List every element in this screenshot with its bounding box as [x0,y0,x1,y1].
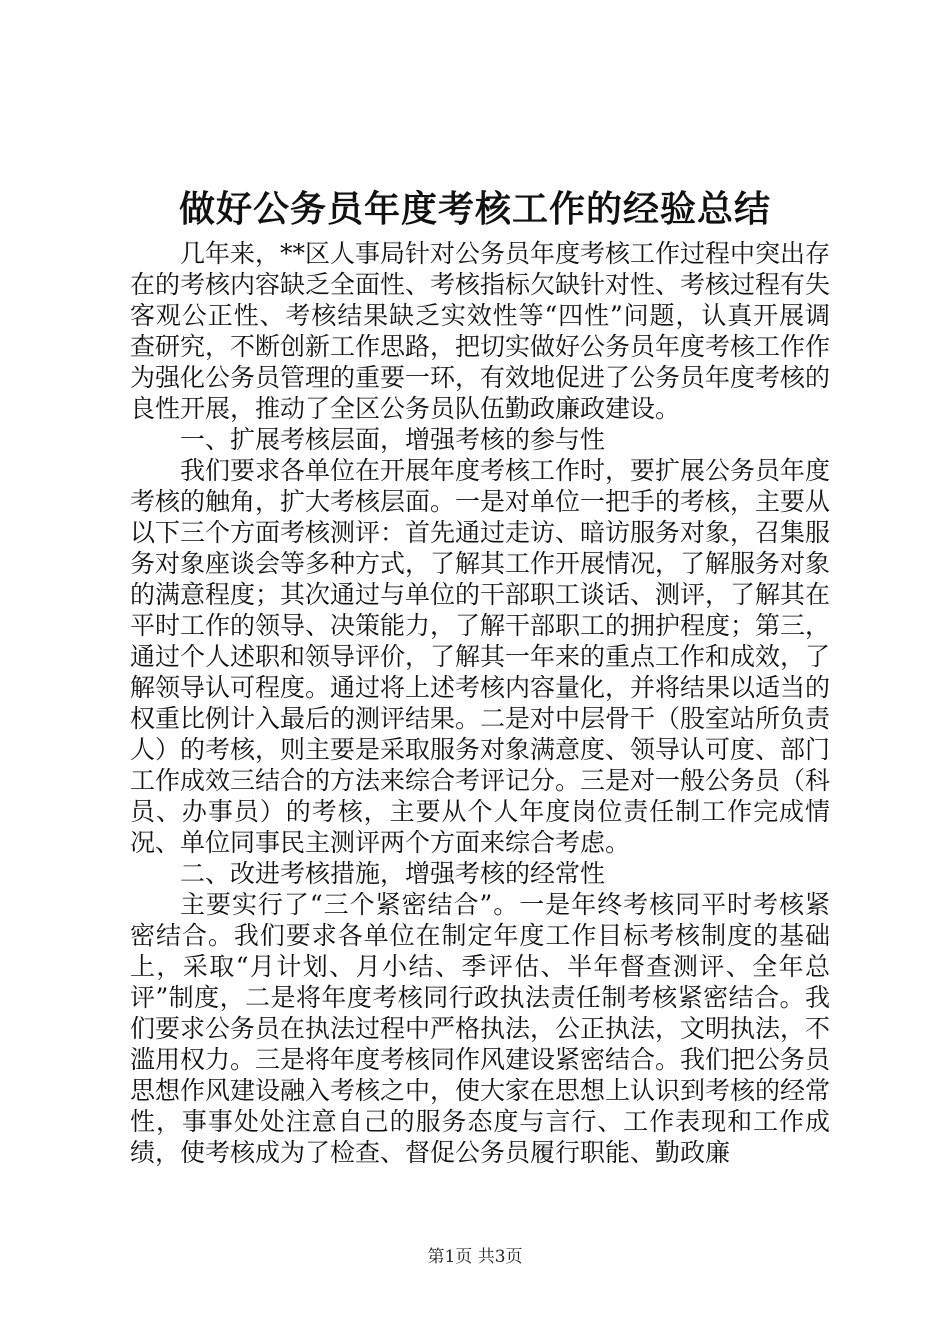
intro-paragraph: 几年来，**区人事局针对公务员年度考核工作过程中突出存在的考核内容缺乏全面性、考核指标欠缺针对性、考核过程有失客观公正性、考核结果缺乏实效性等“四性”问题，认真开展调查研究，不断创新工作思路，把切实做好公务员年度考核工作作为强化公务员管理的重要一环，有效地促进了公务员年度考核的良性开展，推动了全区公务员队伍勤政廉政建设。 [130,239,831,423]
document-body [130,238,830,1168]
section-heading-2: 二、改进考核措施，增强考核的经常性 [180,859,606,888]
document-title: 做好公务员年度考核工作的经验总结 [178,188,771,230]
section-1-paragraph: 我们要求各单位在开展年度考核工作时，要扩展公务员年度考核的触角，扩大考核层面。一是对单位一把手的考核，主要从以下三个方面考核测评：首先通过走访、暗访服务对象，召集服务对象座谈会等多种方式，了解其工作开展情况，了解服务对象的满意程度；其次通过与单位的干部职工谈话、测评，了解其在平时工作的领导、决策能力，了解干部职工的拥护程度；第三，通过个人述职和领导评价，了解其一年来的重点工作和成效，了解领导认可程度。通过将上述考核内容量化，并将结果以适当的权重比例计入最后的测评结果。二是对中层骨干（股室站所负责人）的考核，则主要是采取服务对象满意度、领导认可度、部门工作成效三结合的方法来综合考评记分。三是对一般公务员（科员、办事员）的考核，主要从个人年度岗位责任制工作完成情况、单位同事民主测评两个方面来综合考虑。 [130,456,831,857]
section-2-paragraph: 主要实行了“三个紧密结合”。一是年终考核同平时考核紧密结合。我们要求各单位在制定年度工作目标考核制度的基础上，采取“月计划、月小结、季评估、半年督查测评、全年总评”制度，二是将年度考核同行政执法责任制考核紧密结合。我们要求公务员在执法过程中严格执法，公正执法，文明执法，不滥用权力。三是将年度考核同作风建设紧密结合。我们把公务员思想作风建设融入考核之中，使大家在思想上认识到考核的经常性，事事处处注意自己的服务态度与言行、工作表现和工作成绩，使考核成为了检查、督促公务员履行职能、勤政廉 [130,890,831,1167]
section-heading-1: 一、扩展考核层面，增强考核的参与性 [180,425,606,454]
page-footer: 第1页 共3页 [427,1247,523,1267]
